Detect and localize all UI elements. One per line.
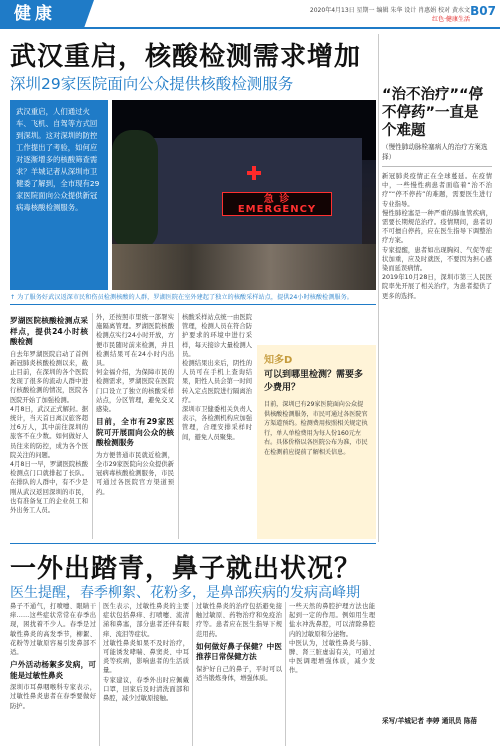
- story2-col2: [103, 602, 189, 748]
- qa-title: “治不治疗”“停不停药”一直是个难题: [382, 87, 484, 139]
- qa-subtitle: （慢性肺动脉栓塞病人的治疗方案选择）: [382, 143, 488, 161]
- qa-paragraph: 专家提醒，患者如出现胸闷、气促等症状加重，应及时就医，不要因为担心感染而延误病情。: [382, 246, 492, 273]
- story2-col4: [289, 602, 375, 748]
- photo-caption: ↑ 为了服务好武汉返深市民和伤员检测核酸的人群，罗湖医院在室外建起了独立的核酸采样站点，提供24小时核酸检测服务。: [10, 293, 376, 305]
- story2-paragraph: 专家建议，春季外出时应佩戴口罩，回家后及时清洗面部和鼻腔，减少过敏原接触。: [103, 676, 189, 703]
- story1-paragraph: 为方便普通市民就近检测，全市29家医院向公众提供新冠病毒核酸检测服务，市民可通过各医院官方渠道预约。: [96, 451, 174, 496]
- story2-subhead-2: 如何做好鼻子保健？中医推荐日常保健方法: [196, 641, 282, 662]
- qa-paragraph: 2019年10月28日，深圳市第三人民医院率先开展了相关治疗，为患者提供了更多的选择。: [382, 274, 492, 300]
- knowledge-box: [257, 345, 376, 539]
- story1-col2: [96, 313, 174, 541]
- story2-headline: 一外出踏青，鼻子就出状况？: [10, 554, 362, 584]
- hospital-photo: [112, 100, 376, 290]
- story1-subhead-2: 目前，全市有29家医院可开展面向公众的核酸检测服务: [96, 417, 174, 448]
- story2-deck: 医生提醒，春季柳絮、花粉多，是鼻部疾病的发病高峰期: [10, 585, 360, 601]
- story2-paragraph: 中医认为，过敏性鼻炎与肺、脾、肾三脏虚弱有关，可通过中医调理增强体质，减少发作。: [289, 639, 375, 675]
- story2-col1: [10, 602, 96, 748]
- story1-paragraph: 外，还按照市里统一部署实施隔离管理。罗湖医院核酸检测点实行24小时开放，方便市民随时前来检测，并且检测结果可在24小时内出具。: [96, 314, 174, 368]
- story2-paragraph: 鼻子不通气，打喷嚏、眼睛干痒……这些症状常常在春季出现，困扰着不少人。春季是过敏性鼻炎的高发季节，柳絮、花粉等过敏原容易引发鼻部不适。: [10, 603, 96, 657]
- story1-paragraph: 4月8日，武汉正式解封。据统计，当天首日离汉旅客超过6万人，其中前往深圳的旅客不在少数。如何做好人员往来的防控，成为各个医院关注的问题。: [10, 405, 88, 459]
- section-tab: 健康: [0, 0, 84, 28]
- story1-subhead-1: 罗湖医院核酸检测点采样点，提供24小时核酸检测: [10, 316, 88, 346]
- story2-paragraph: 一些天然的鼻腔护理方法也能起到一定的作用。例如用生理盐水冲洗鼻腔，可以清除鼻腔内的过敏原和分泌物。: [289, 603, 375, 638]
- editor-badge: 红色·健康生活: [432, 16, 470, 23]
- knowledge-label: 知多D: [264, 355, 293, 366]
- story1-col3: [182, 313, 252, 541]
- story2-paragraph: 过敏性鼻炎如果不及时治疗，可能诱发哮喘、鼻窦炎、中耳炎等疾病，影响患者的生活质量。: [103, 639, 189, 675]
- column-rule: [92, 313, 93, 539]
- story2-paragraph: 过敏性鼻炎的治疗包括避免接触过敏原、药物治疗和免疫治疗等。患者应在医生指导下规范用药。: [196, 603, 282, 638]
- emergency-sign-en: EMERGENCY: [237, 204, 317, 215]
- story2-paragraph: 保护好自己的鼻子，平时可以适当锻炼身体，增强体质。: [196, 665, 282, 683]
- story2-subhead-1: 户外活动杨絮多发病，可能是过敏性鼻炎: [10, 660, 96, 680]
- issue-line: 2020年4月13日 星期一 编辑 朱华 设计 肖惠娟 校对 黄水文: [309, 7, 470, 14]
- column-rule: [192, 602, 193, 746]
- story2-paragraph: 医生表示，过敏性鼻炎的主要症状包括鼻痒、打喷嚏、流清涕和鼻塞，部分患者还伴有眼痒、流泪等症状。: [103, 603, 189, 638]
- story1-paragraph: 检测结果出来后，阴性的人员可在手机上查询结果，阳性人员会第一时间转入定点医院进行隔离治疗。: [182, 360, 252, 404]
- emergency-sign-cn: 急 诊: [263, 194, 291, 205]
- column-rule: [178, 313, 179, 539]
- byline: 采写/羊城记者 李婷 通讯员 陈蓓: [382, 717, 478, 725]
- story1-paragraph: 核酸采样站点统一由医院管理，检测人员在符合防护要求的环境中进行采样，每天接诊大量检测人员。: [182, 314, 252, 358]
- qa-body: [382, 172, 492, 708]
- qa-paragraph: 新冠肺炎疫情正在全球蔓延。在疫情中，一些慢性病患者面临着“治不治疗”“停不停药”的难题，需要医生进行专业指导。: [382, 173, 492, 208]
- knowledge-answer: 目前，深圳已有29家医院面向公众提供核酸检测服务，市民可通过各医院官方渠道预约。检测费用按照相关规定执行，单人单检费用为每人份160元左右。具体价格以各医院公布为准，市民在检测前应提前了解相关信息。: [264, 401, 368, 456]
- story1-paragraph: 何金福介绍，为保障市民的检测需求，罗湖医院在医院门口设立了独立的核酸采样站点，分区管理，避免交叉感染。: [96, 369, 174, 414]
- story1-col1: [10, 313, 88, 541]
- header-rule: [0, 27, 500, 29]
- knowledge-question: 可以到哪里检测？需要多少费用？: [264, 370, 364, 393]
- story1-lead: 武汉重启，人们通过火车、飞机、自驾等方式回到深圳。这对深圳的防控工作提出了考验，如何应对逐渐增多的核酸筛查需求？羊城记者从深圳市卫健委了解到，全市现有29家医院面向公众提供新冠病毒核酸检测服务。: [10, 100, 108, 290]
- column-rule: [99, 602, 100, 746]
- story1-paragraph: 深圳市卫健委相关负责人表示，各检测机构应加强管理，合理安排采样时间，避免人员聚集。: [182, 406, 252, 441]
- column-rule: [378, 34, 379, 542]
- emergency-sign: [222, 192, 332, 216]
- section-rule: [10, 543, 376, 544]
- red-cross-icon: [247, 166, 261, 180]
- qa-rule: [382, 166, 492, 167]
- story1-deck: 深圳29家医院面向公众提供核酸检测服务: [10, 75, 294, 93]
- column-rule: [285, 602, 286, 746]
- photo-crowd: [112, 244, 376, 290]
- story2-col3: [196, 602, 282, 748]
- story1-headline: 武汉重启，核酸检测需求增加: [10, 42, 362, 72]
- story1-paragraph: 自去年罗湖医院启动了首例 新冠肺炎核酸检测以来，截止目前，在深圳的各个医院发现了很多的流动人群中进行核酸检测的情况，医院各医院开始了加强检测。: [10, 350, 88, 404]
- story2-paragraph: 深圳市耳鼻咽喉科专家表示，过敏性鼻炎患者在春季要做好防护。: [10, 684, 96, 710]
- page-number: B07: [470, 4, 496, 18]
- photo-tree: [112, 130, 158, 250]
- page-header: [0, 0, 500, 28]
- qa-paragraph: 慢性肺栓塞是一种严重的肺血管疾病，需要长期规范治疗。疫情期间，患者切不可擅自停药，应在医生指导下调整治疗方案。: [382, 209, 492, 245]
- story1-paragraph: 4月8日一早，罗湖医院核酸检测点门口就排起了长队。在排队的人群中，有不少是刚从武汉返回深圳的市民，也有准备复工的企业员工和外出务工人员。: [10, 460, 88, 514]
